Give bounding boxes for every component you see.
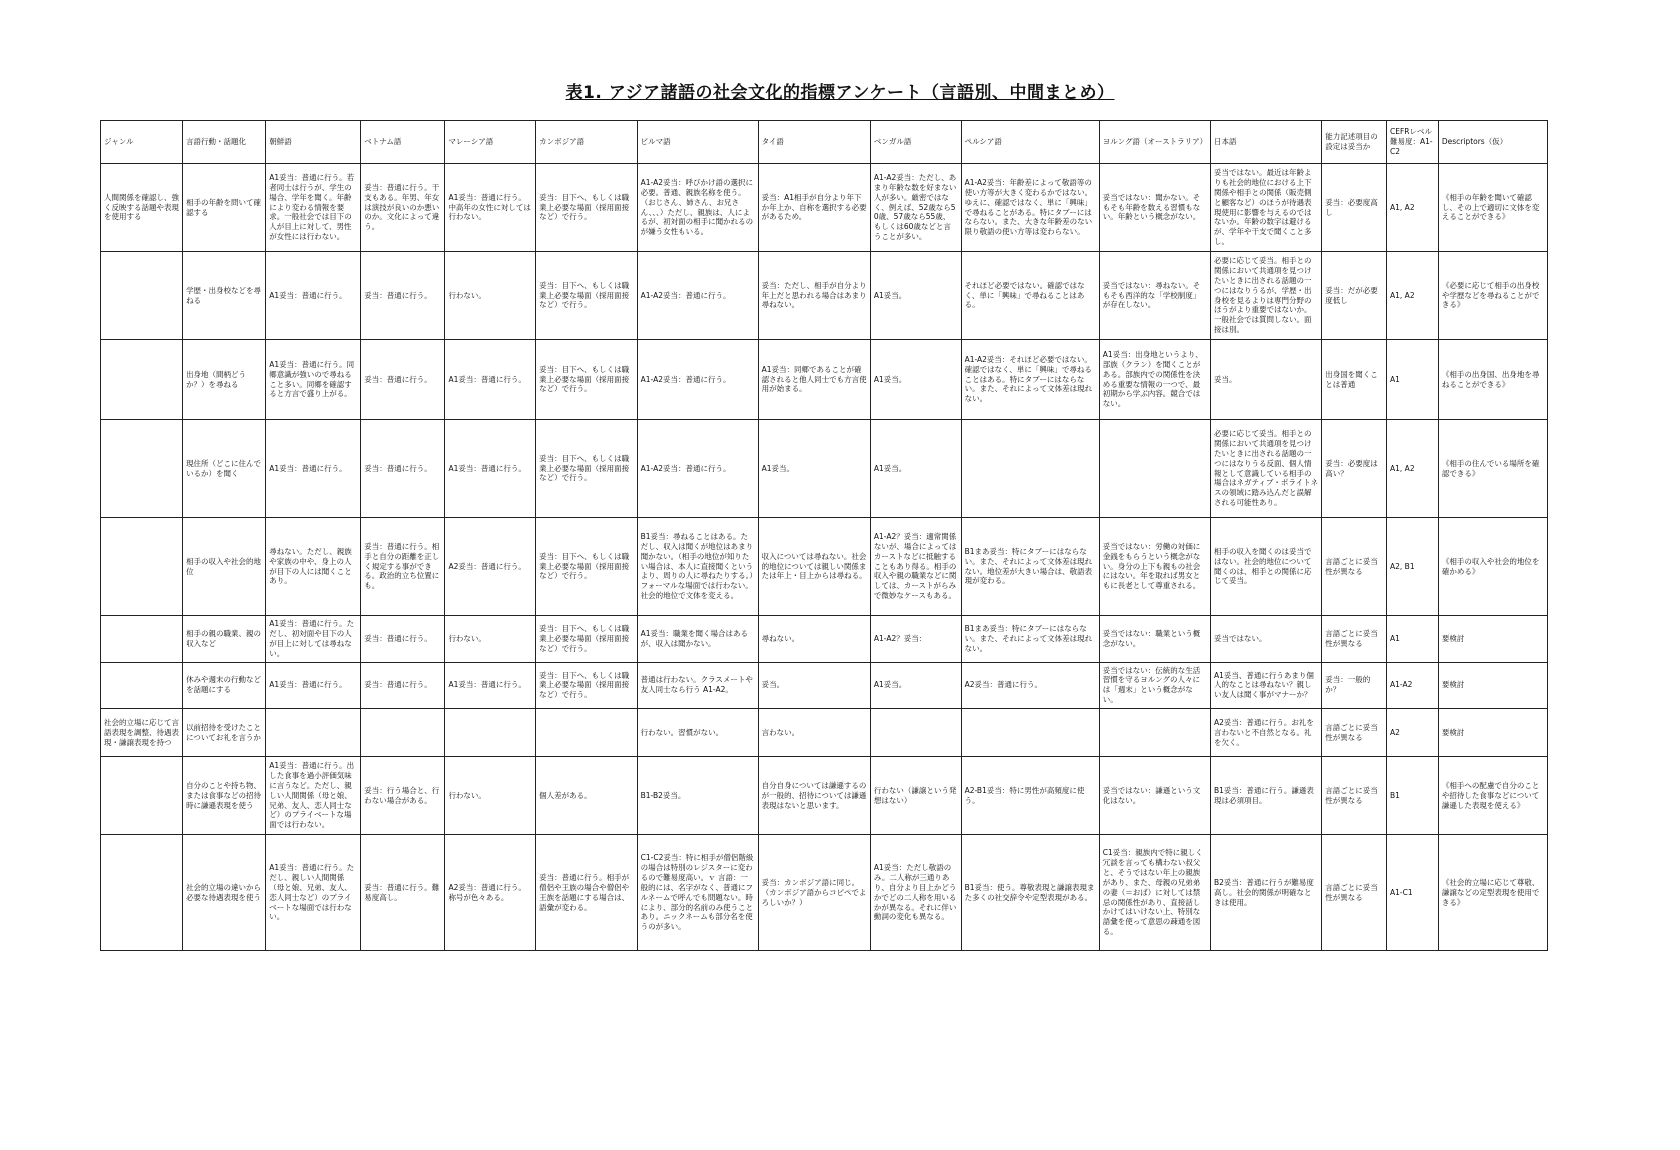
table-cell: 妥当。 <box>758 662 870 709</box>
table-cell <box>101 340 183 420</box>
table-cell: 妥当：目下へ、もしくは職業上必要な場面（採用面接など）で行う。 <box>536 662 638 709</box>
table-cell: 妥当：一般的か？ <box>1322 662 1387 709</box>
table-cell: 《相手の住んでいる場所を確認できる》 <box>1438 420 1547 518</box>
table-cell <box>101 757 183 835</box>
table-row <box>101 518 1548 616</box>
column-header: ヨルング語（オーストラリア） <box>1099 121 1210 164</box>
column-header: マレーシア語 <box>445 121 536 164</box>
table-cell <box>961 420 1099 518</box>
table-cell: B1妥当：使う。尊敬表現と謙譲表現また多くの社交辞令や定型表現がある。 <box>961 835 1099 951</box>
table-cell: A1妥当：普通に行う。中高年の女性に対しては行わない。 <box>445 164 536 252</box>
table-cell: 妥当：目下へ、もしくは職業上必要な場面（採用面接など）で行う。 <box>536 164 638 252</box>
table-cell: A1妥当：普通に行う。 <box>445 420 536 518</box>
table-cell: A2妥当：普通に行う。 <box>445 518 536 616</box>
table-cell: 《相手への配慮で自分のことや招待した食事などについて謙遜した表現を使える》 <box>1438 757 1547 835</box>
table-cell: 妥当：普通に行う。難易度高し。 <box>361 835 445 951</box>
table-cell: 妥当ではない：職業という概念がない。 <box>1099 616 1210 663</box>
table-cell <box>1099 420 1210 518</box>
table-cell: 妥当：普通に行う。相手が僧侶や王族の場合や僧侶や王族を話題にする場合は、語彙が変わる。 <box>536 835 638 951</box>
table-cell: 妥当：必要度は高い？ <box>1322 420 1387 518</box>
table-cell: A2-B1妥当：特に男性が高頻度に使う。 <box>961 757 1099 835</box>
table-cell: A1-A2？妥当： <box>870 616 961 663</box>
table-cell: A1妥当。 <box>870 340 961 420</box>
table-cell: 行わない（謙譲という発想はない） <box>870 757 961 835</box>
column-header: ベンガル語 <box>870 121 961 164</box>
table-cell: 要検討 <box>1438 662 1547 709</box>
column-header: ジャンル <box>101 121 183 164</box>
table-cell <box>101 616 183 663</box>
table-cell: それほど必要ではない。確認ではなく、単に「興味」で尋ねることはある。 <box>961 252 1099 340</box>
header-row <box>101 121 1548 164</box>
table-cell: 言語ごとに妥当性が異なる <box>1322 616 1387 663</box>
table-cell: 現住所（どこに住んでいるか）を聞く <box>183 420 266 518</box>
table-cell: A1-A2妥当：普通に行う。 <box>637 420 758 518</box>
table-cell: A1-A2 <box>1387 662 1439 709</box>
table-cell: 言語ごとに妥当性が異なる <box>1322 757 1387 835</box>
table-cell: B1妥当：尋ねることはある。ただし、収入は聞くが地位はあまり聞かない。（相手の地位が知りたい場合は、本人に直接聞くというより、周りの人に尋ねたりする。）フォーマルな場面では行わない。社会的地位で文体を変える。 <box>637 518 758 616</box>
table-cell: 妥当ではない：謙遜という文化はない。 <box>1099 757 1210 835</box>
table-cell: 行わない。習慣がない。 <box>637 709 758 757</box>
column-header: 能力記述項目の設定は妥当か <box>1322 121 1387 164</box>
table-cell: A1妥当、普通に行うあまり個人的なことは尋ねない？親しい友人は聞く事がマナーか？ <box>1211 662 1322 709</box>
table-cell: A1-A2妥当：それほど必要ではない。確認ではなく、単に「興味」で尋ねることはある。特にタブーにはならない。また、それによって文体差は現れない。 <box>961 340 1099 420</box>
survey-table <box>100 120 1548 951</box>
table-cell: 《相手の年齢を聞いて確認し、その上で適切に文体を変えることができる》 <box>1438 164 1547 252</box>
table-cell: 人間関係を確認し、強く反映する話題や表現を使用する <box>101 164 183 252</box>
table-cell: A1妥当：普通に行う。 <box>266 252 361 340</box>
table-cell: 以前招待を受けたことについてお礼を言うか <box>183 709 266 757</box>
table-cell: A2 <box>1387 709 1439 757</box>
table-cell: B1妥当：普通に行う。謙遜表現は必須項目。 <box>1211 757 1322 835</box>
table-cell: 行わない。 <box>445 616 536 663</box>
table-cell: 妥当：だが必要度低し <box>1322 252 1387 340</box>
table-cell: 《必要に応じて相手の出身校や学歴などを尋ねることができる》 <box>1438 252 1547 340</box>
table-cell: 妥当：行う場合と、行わない場合がある。 <box>361 757 445 835</box>
table-cell: 《社会的立場に応じて尊敬、謙譲などの定型表現を使用できる》 <box>1438 835 1547 951</box>
table-cell: 要検討 <box>1438 709 1547 757</box>
table-cell: A1妥当：普通に行う。同郷意識が強いので尋ねること多い。同郷を確認すると方言で盛り上がる。 <box>266 340 361 420</box>
table-cell: A1 <box>1387 616 1439 663</box>
table-cell: A1妥当：同郷であることが確認されると他人同士でも方言使用が始まる。 <box>758 340 870 420</box>
table-row <box>101 252 1548 340</box>
table-cell: 妥当：目下へ、もしくは職業上必要な場面（採用面接など）で行う。 <box>536 518 638 616</box>
table-cell: 妥当ではない：尋ねない。そもそも西洋的な「学校制度」が存在しない。 <box>1099 252 1210 340</box>
table-cell: 妥当ではない：労働の対価に金銭をもらうという概念がない。身分の上下も親もの社会にはない。年を取れば男女ともに長老として尊重される。 <box>1099 518 1210 616</box>
column-header: ビルマ語 <box>637 121 758 164</box>
table-cell: A1妥当：普通に行う。 <box>445 662 536 709</box>
table-cell <box>870 709 961 757</box>
table-row <box>101 164 1548 252</box>
table-cell: 妥当：目下へ、もしくは職業上必要な場面（採用面接など）で行う。 <box>536 420 638 518</box>
column-header: Descriptors（仮） <box>1438 121 1547 164</box>
column-header: 朝鮮語 <box>266 121 361 164</box>
table-cell: 必要に応じて妥当。相手との関係において共通項を見つけたいときに出される話題の一つにはなりうる反面、個人情報として意識している相手の場合はネガティブ・ポライトネスの領域に踏み込んだと誤解される可能性あり。 <box>1211 420 1322 518</box>
table-cell: 出身地（間柄どうか？）を尋ねる <box>183 340 266 420</box>
table-cell: 休みや週末の行動などを話題にする <box>183 662 266 709</box>
table-cell <box>961 709 1099 757</box>
column-header: カンボジア語 <box>536 121 638 164</box>
table-cell: A1-A2？妥当：適常関係ないが、場合によってはカーストなどに抵触することもあり得る。相手の収入や親の職業などに関しては、カーストがらみで微妙なケースもある。 <box>870 518 961 616</box>
table-cell: 要検討 <box>1438 616 1547 663</box>
table-cell <box>1099 709 1210 757</box>
table-row <box>101 757 1548 835</box>
table-cell <box>101 662 183 709</box>
table-cell: A1妥当：普通に行う。若者同士は行うが、学生の場合、学年を聞く。年齢により変わる情報を要求。一般社会では目下の人が目上に対して、男性が女性には行わない。 <box>266 164 361 252</box>
table-cell <box>361 709 445 757</box>
table-cell: 社会的立場に応じて言語表現を調整、待遇表現・謙譲表現を持つ <box>101 709 183 757</box>
table-cell: 妥当ではない：聞かない。そもそも年齢を数える習慣もない。年齢という概念がない。 <box>1099 164 1210 252</box>
table-cell: A2妥当：普通に行う。 <box>961 662 1099 709</box>
table-cell: A1 <box>1387 340 1439 420</box>
table-cell: A1妥当。 <box>870 662 961 709</box>
table-row <box>101 835 1548 951</box>
table-cell: 妥当ではない：伝統的な生活習慣を守るヨルングの人々には「週末」という概念がない。 <box>1099 662 1210 709</box>
table-title: 表1. アジア諸語の社会文化的指標アンケート（言語別、中間まとめ） <box>565 83 1115 103</box>
table-cell <box>445 709 536 757</box>
table-cell: 妥当：目下へ、もしくは職業上必要な場面（採用面接など）で行う。 <box>536 252 638 340</box>
column-header: ベトナム語 <box>361 121 445 164</box>
table-cell: 出身国を聞くことは普通 <box>1322 340 1387 420</box>
table-cell <box>101 518 183 616</box>
table-cell: A1-A2妥当：ただし、あまり年齢な数を好まない人が多い。厳密ではなく、例えば、52歳なら50歳、57歳なら55歳、もしくは60歳などと言うことが多い。 <box>870 164 961 252</box>
column-header: 言語行動・話題化 <box>183 121 266 164</box>
table-cell: 収入については尋ねない。社会的地位については親しい関係または年上・目上からは尋ねる。 <box>758 518 870 616</box>
table-cell: 妥当ではない。 <box>1211 616 1322 663</box>
table-cell: 尋ねない。ただし、親族や家族の中や、身上の人が目下の人には聞くことあり。 <box>266 518 361 616</box>
table-cell: 個人差がある。 <box>536 757 638 835</box>
table-cell: 相手の年齢を問いて確認する <box>183 164 266 252</box>
table-cell: 相手の収入を聞くのは妥当ではない。社会的地位について聞くのは、相手との関係に応じて妥当。 <box>1211 518 1322 616</box>
table-cell: A1-A2妥当：普通に行う。 <box>637 340 758 420</box>
table-cell: 妥当：普通に行う。 <box>361 340 445 420</box>
table-cell: 妥当：普通に行う。 <box>361 662 445 709</box>
table-cell: A1妥当：ただし敬語のみ。二人称が三通りあり、自分より目上かどうかでどの二人称を用いるかが異なる。それに伴い動詞の変化も異なる。 <box>870 835 961 951</box>
table-cell: 社会的立場の違いから必要な待遇表現を使う <box>183 835 266 951</box>
table-cell <box>266 709 361 757</box>
table-cell <box>101 835 183 951</box>
table-cell: 自分自身については謙遜するのが一般的、招待については謙遜表現はないと思います。 <box>758 757 870 835</box>
table-cell: A1妥当。 <box>870 252 961 340</box>
table-cell: A2妥当：普通に行う。お礼を言わないと不自然となる。礼を欠く。 <box>1211 709 1322 757</box>
table-cell: 普通は行わない。クラスメートや友人同士なら行う A1-A2。 <box>637 662 758 709</box>
table-cell: 行わない。 <box>445 252 536 340</box>
table-cell: 妥当ではない。最近は年齢よりも社会的地位における上下関係や相手との関係（販売側と顧客など）のほうが待遇表現使用に影響を与えるのではないか。年齢の数字は避けるが、学年や干支で聞くこと多し。 <box>1211 164 1322 252</box>
table-cell: A1妥当：普通に行う。 <box>266 420 361 518</box>
table-cell <box>536 709 638 757</box>
table-cell: A1-A2妥当：普通に行う。 <box>637 252 758 340</box>
table-cell: A2妥当：普通に行う。称号が色々ある。 <box>445 835 536 951</box>
table-cell: B1-B2妥当。 <box>637 757 758 835</box>
table-cell: 妥当：目下へ、もしくは職業上必要な場面（採用面接など）で行う。 <box>536 340 638 420</box>
table-cell: 相手の親の職業、親の収入など <box>183 616 266 663</box>
table-cell: 妥当：必要度高し <box>1322 164 1387 252</box>
table-cell: C1-C2妥当：特に相手が僧侶階級の場合は特別のレジスターに変わるので難易度高い。ｖ 言語：一般的には、名字がなく、普通にフルネームで呼んでも問題ない。時により、部分的名前のみ使うことあり。ニックネームも部分名を使うのが多い。 <box>637 835 758 951</box>
table-cell: C1妥当：親族内で特に親しく冗談を言っても構わない叔父と、そうではない年上の親族があり、また、母親の兄弟弟の妻（＝おば）に対しては禁忌の関係性があり、直接話しかけてはいけない上、特別な語彙を使って意思の疎通を図る。 <box>1099 835 1210 951</box>
table-cell: 言わない。 <box>758 709 870 757</box>
table-cell <box>101 420 183 518</box>
table-cell: 妥当：ただし、相手が自分より年上だと思われる場合はあまり尋ねない。 <box>758 252 870 340</box>
table-cell: 妥当：カンボジア語に同じ。（カンボジア語からコピペでよろしいか？） <box>758 835 870 951</box>
table-cell: 妥当：A1相手が自分より年下か年上か、自称を選択する必要があるため。 <box>758 164 870 252</box>
table-cell: 妥当：普通に行う。相手と自分の距離を正しく規定する事ができる。政治的立ち位置にも。 <box>361 518 445 616</box>
table-cell: 言語ごとに妥当性が異なる <box>1322 709 1387 757</box>
table-row <box>101 616 1548 663</box>
table-cell: 妥当：普通に行う。 <box>361 252 445 340</box>
table-cell: B1まあ妥当：特にタブーにはならない。また、それによって文体差は現れない。 <box>961 616 1099 663</box>
table-row <box>101 662 1548 709</box>
table-cell: A1, A2 <box>1387 420 1439 518</box>
table-cell: A1妥当。 <box>758 420 870 518</box>
table-cell: 妥当：普通に行う。 <box>361 420 445 518</box>
table-cell <box>101 252 183 340</box>
table-cell: A2, B1 <box>1387 518 1439 616</box>
table-cell: 相手の収入や社会的地位 <box>183 518 266 616</box>
column-header: 日本語 <box>1211 121 1322 164</box>
table-cell: A1妥当：出身地というより、部族（クラン）を聞くことがある。部族内での関係性を決める重要な情報の一つで、最初期から学ぶ内容。競合ではない。 <box>1099 340 1210 420</box>
table-cell: A1-C1 <box>1387 835 1439 951</box>
column-header: CEFRレベル難易度：A1-C2 <box>1387 121 1439 164</box>
table-cell: B2妥当：普通に行うが難易度高し。社会的関係が明確なときは使用。 <box>1211 835 1322 951</box>
table-cell: A1妥当：職業を聞く場合はあるが、収入は聞かない。 <box>637 616 758 663</box>
table-cell: A1妥当。 <box>870 420 961 518</box>
table-row <box>101 420 1548 518</box>
table-cell: A1妥当：普通に行う。 <box>266 662 361 709</box>
table-cell: 妥当：普通に行う。干支もある。年男、年女は演技が良いのか悪いのか。文化によって違う。 <box>361 164 445 252</box>
table-cell: 尋ねない。 <box>758 616 870 663</box>
table-cell: A1-A2妥当：年齢差によって敬語等の使い方等が大きく変わるかではない。ゆえに、確認ではなく、単に「興味」で尋ねることがある。特にタブーにはならない。また、大きな年齢差のない限り敬語の使い方等は変わらない。 <box>961 164 1099 252</box>
table-row <box>101 340 1548 420</box>
table-cell: 妥当：普通に行う。 <box>361 616 445 663</box>
table-cell: 必要に応じて妥当。相手との関係において共通項を見つけたいときに出される話題の一つにはなりうるが、学歴・出身校を見るよりは専門分野のほうがより重要ではないか。一般社会では質問しない。面接は別。 <box>1211 252 1322 340</box>
table-cell: 妥当。 <box>1211 340 1322 420</box>
table-cell: 妥当：目下へ、もしくは職業上必要な場面（採用面接など）で行う。 <box>536 616 638 663</box>
table-cell: 《相手の出身国、出身地を尋ねることができる》 <box>1438 340 1547 420</box>
table-cell: B1まあ妥当：特にタブーにはならない。また、それによって文体差は現れない。地位差が大きい場合は、敬語表現が変わる。 <box>961 518 1099 616</box>
table-cell: A1妥当：普通に行う。ただし、初対面や目下の人が目上に対しては尋ねない。 <box>266 616 361 663</box>
table-cell: A1妥当：普通に行う。出した食事を過小評価気味に言うなど。ただし、親しい人間関係（母と娘、兄弟、友人、恋人同士など）のプライベートな場面では行わない。 <box>266 757 361 835</box>
table-cell: A1, A2 <box>1387 252 1439 340</box>
table-cell: A1-A2妥当：呼びかけ語の選択に必要。普通、親族名称を使う。（おじさん、姉さん、お兄さん、、、）ただし、親族は、人によるが、初対面の相手に聞かれるのが嫌う女性もいる。 <box>637 164 758 252</box>
table-cell: A1, A2 <box>1387 164 1439 252</box>
table-cell: 言語ごとに妥当性が異なる <box>1322 835 1387 951</box>
column-header: ペルシア語 <box>961 121 1099 164</box>
table-cell: 学歴・出身校などを尋ねる <box>183 252 266 340</box>
table-cell: B1 <box>1387 757 1439 835</box>
table-cell: 言語ごとに妥当性が異なる <box>1322 518 1387 616</box>
table-cell: A1妥当：普通に行う。 <box>445 340 536 420</box>
column-header: タイ語 <box>758 121 870 164</box>
table-cell: 行わない。 <box>445 757 536 835</box>
table-cell: A1妥当：普通に行う。ただし、親しい人間関係（母と娘、兄弟、友人、恋人同士など）のプライベートな場面では行わない。 <box>266 835 361 951</box>
table-cell: 自分のことや持ち物、または食事などの招待時に謙遜表現を使う <box>183 757 266 835</box>
table-cell: 《相手の収入や社会的地位を確かめる》 <box>1438 518 1547 616</box>
table-row <box>101 709 1548 757</box>
